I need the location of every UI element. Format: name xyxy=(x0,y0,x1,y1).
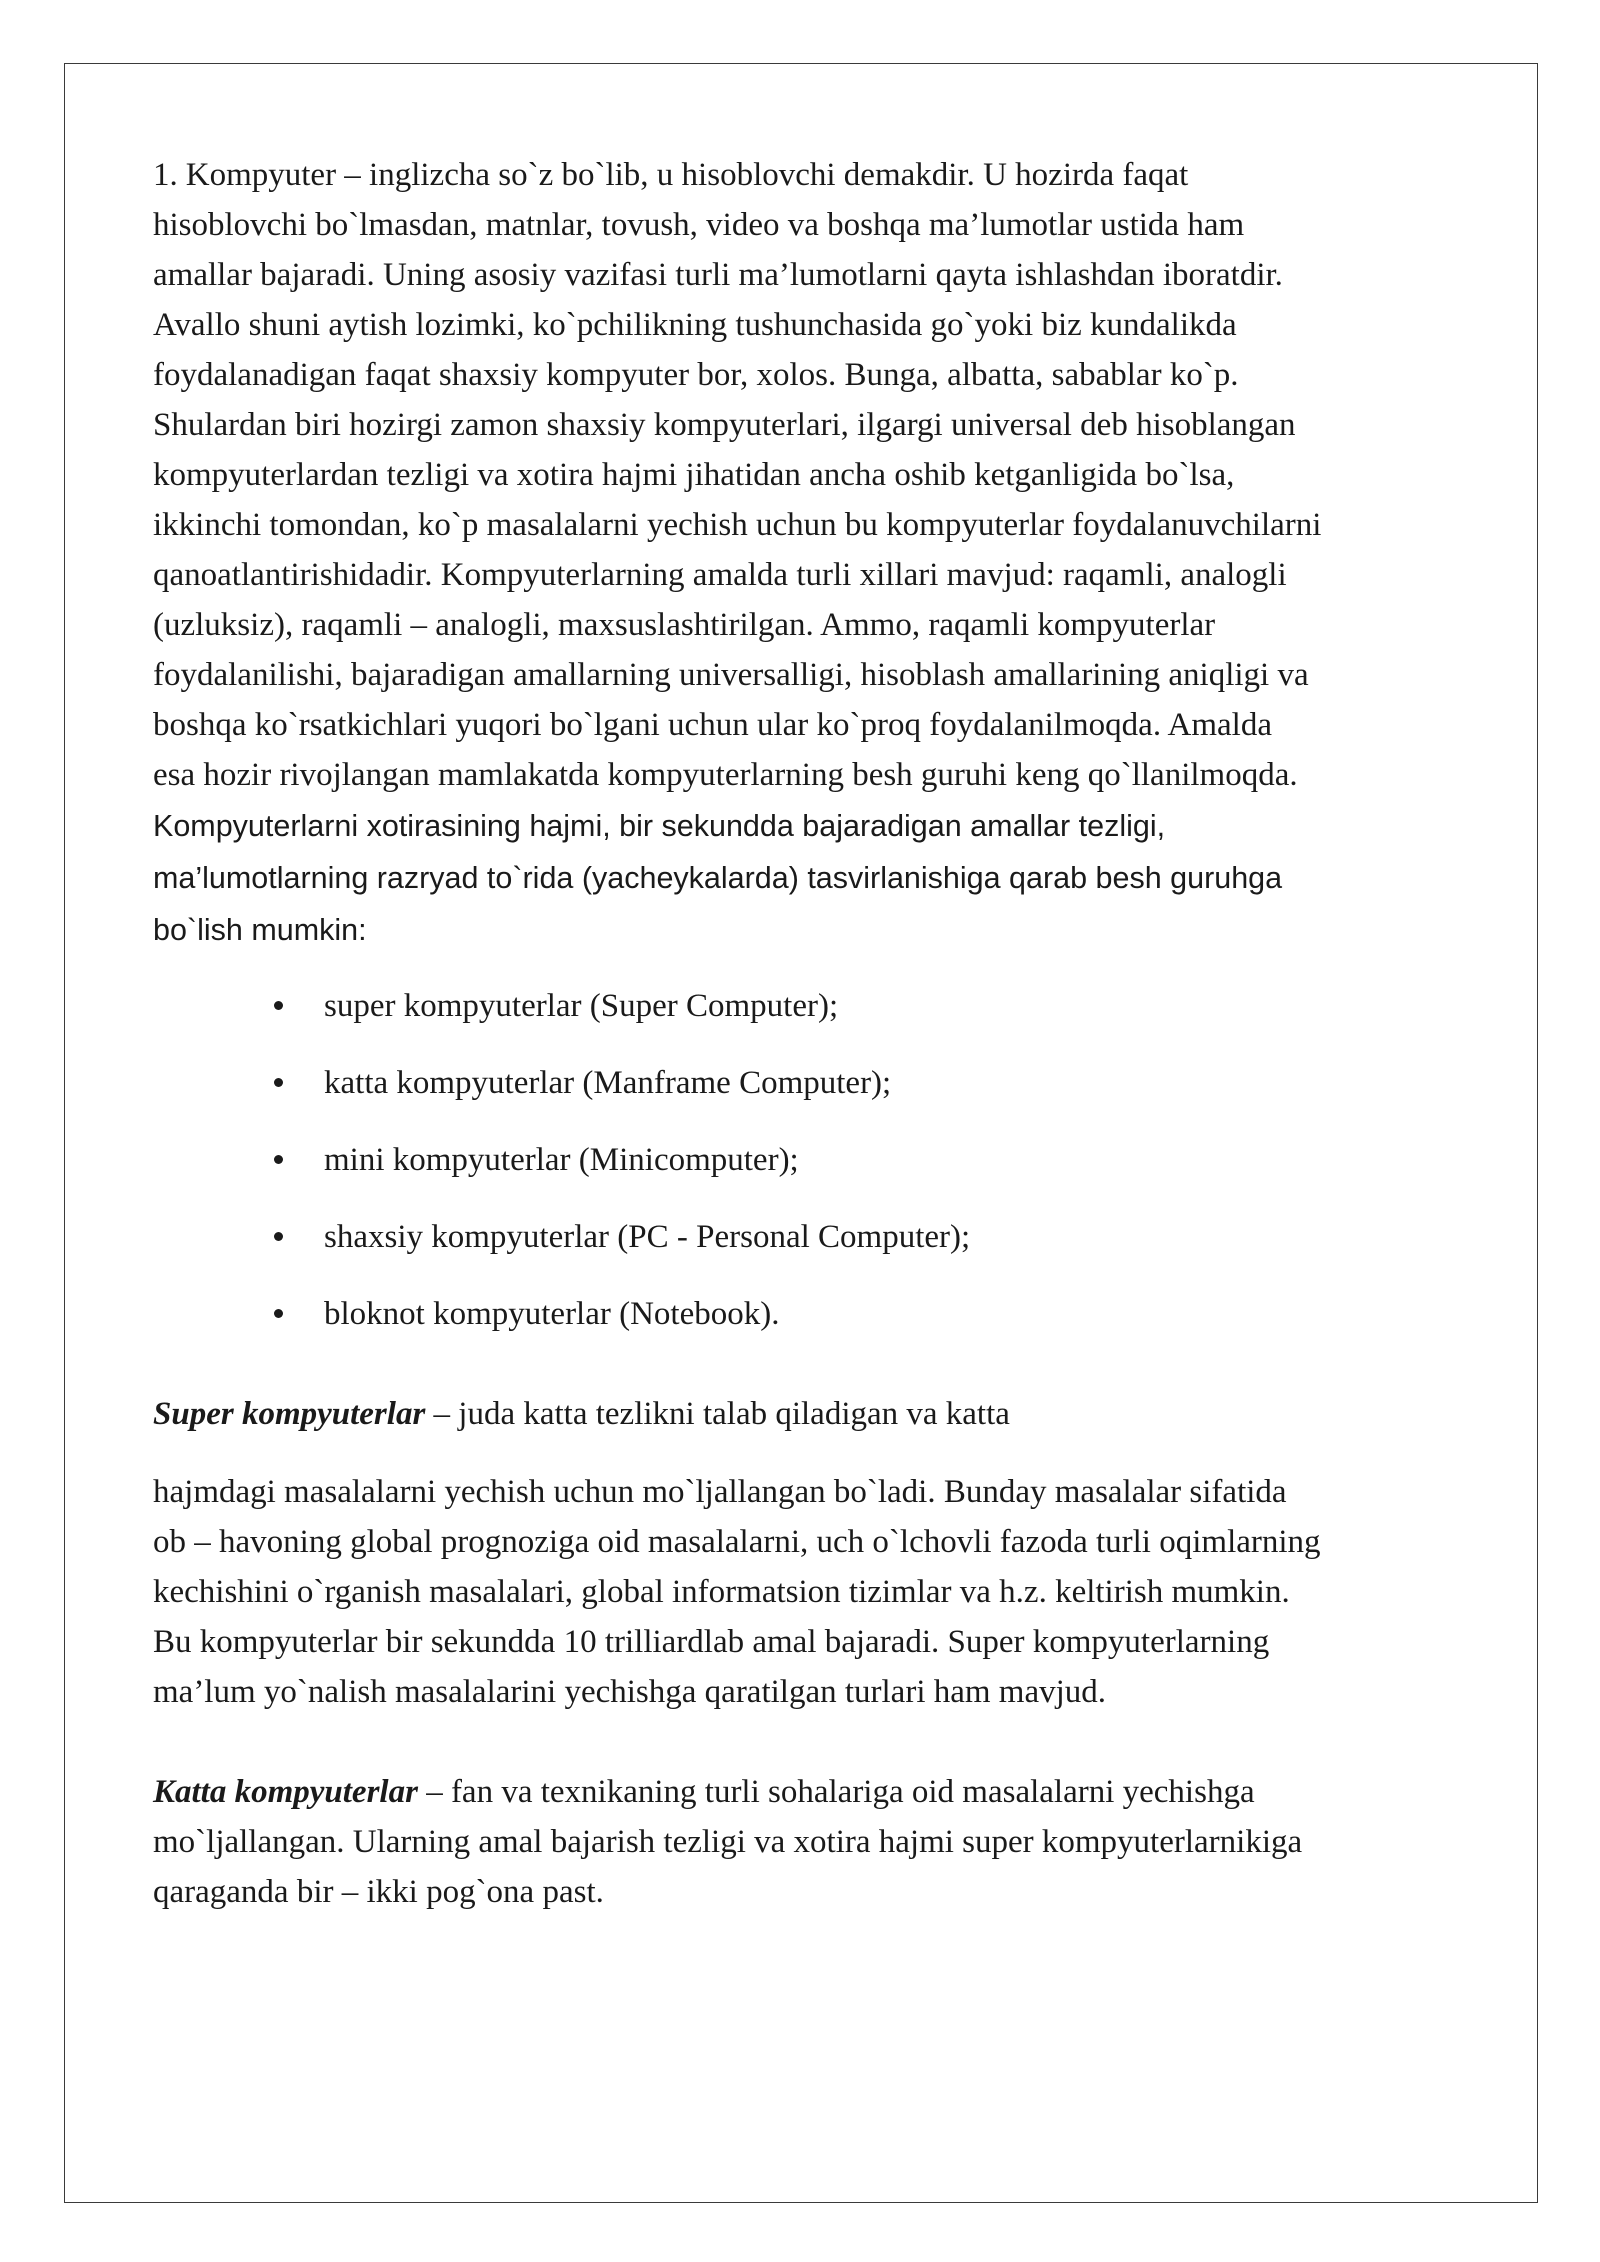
text-line: Avallo shuni aytish lozimki, ko`pchilikning tushunchasida go`yoki biz kundalikda xyxy=(153,307,1237,343)
text-line: ob – havoning global prognoziga oid masalalarni, uch o`lchovli fazoda turli oqimlarning xyxy=(153,1524,1321,1560)
text-line: (uzluksiz), raqamli – analogli, maxsuslashtirilgan. Ammo, raqamli kompyuterlar xyxy=(153,607,1216,643)
computer-categories-list xyxy=(153,981,1498,1339)
intro-paragraph xyxy=(153,150,1498,800)
super-computers-term: Super kompyuterlar xyxy=(153,1396,426,1432)
text-line: bo`lish mumkin: xyxy=(153,913,367,947)
super-computers-paragraph xyxy=(153,1467,1498,1717)
text-line: hajmdagi masalalarni yechish uchun mo`ljallangan bo`ladi. Bunday masalalar sifatida xyxy=(153,1474,1287,1510)
bullet-icon xyxy=(274,1001,283,1010)
text-line: Kompyuterlarni xotirasining hajmi, bir sekundda bajaradigan amallar tezligi, xyxy=(153,809,1166,843)
text-line: amallar bajaradi. Uning asosiy vazifasi turli ma’lumotlarni qayta ishlashdan iboratdir. xyxy=(153,257,1283,293)
bullet-icon xyxy=(274,1309,283,1318)
text-line: hisoblovchi bo`lmasdan, matnlar, tovush, video va boshqa ma’lumotlar ustida ham xyxy=(153,207,1245,243)
text-line: foydalanilishi, bajaradigan amallarning universalligi, hisoblash amallarining aniqligi va xyxy=(153,657,1309,693)
text-line: kompyuterlardan tezligi va xotira hajmi jihatidan ancha oshib ketganligida bo`lsa, xyxy=(153,457,1235,493)
mainframe-computers-paragraph xyxy=(153,1767,1498,1917)
text-span: Kompyuter – inglizcha so`z bo`lib, u hisoblovchi demakdir. U hozirda faqat xyxy=(185,157,1189,193)
text-line: Bu kompyuterlar bir sekundda 10 trilliardlab amal bajaradi. Super kompyuterlarning xyxy=(153,1624,1270,1660)
list-item xyxy=(274,981,1498,1031)
list-item-text: mini kompyuterlar (Minicomputer); xyxy=(324,1142,799,1178)
text-line: ma’lumotlarning razryad to`rida (yacheykalarda) tasvirlanishiga qarab besh guruhga xyxy=(153,861,1283,895)
bullet-icon xyxy=(274,1232,283,1241)
list-item-text: shaxsiy kompyuterlar (PC - Personal Computer); xyxy=(324,1219,971,1255)
text-line: qaraganda bir – ikki pog`ona past. xyxy=(153,1874,604,1910)
list-item-text: super kompyuterlar (Super Computer); xyxy=(324,988,839,1024)
text-line: Shulardan biri hozirgi zamon shaxsiy kompyuterlari, ilgargi universal deb hisoblangan xyxy=(153,407,1296,443)
list-item-text: katta kompyuterlar (Manframe Computer); xyxy=(324,1065,892,1101)
mainframe-computers-term: Katta kompyuterlar xyxy=(153,1774,418,1810)
text-line: mo`ljallangan. Ularning amal bajarish tezligi va xotira hajmi super kompyuterlarnikiga xyxy=(153,1824,1303,1860)
text-line: qanoatlantirishidadir. Kompyuterlarning amalda turli xillari mavjud: raqamli, analogli xyxy=(153,557,1287,593)
text-line xyxy=(153,1767,1498,1817)
text-span: – fan va texnikaning turli sohalariga oid masalalarni yechishga xyxy=(417,1774,1255,1810)
text-line xyxy=(153,150,1498,200)
bullet-icon xyxy=(274,1155,283,1164)
text-line: boshqa ko`rsatkichlari yuqori bo`lgani uchun ular ko`proq foydalanilmoqda. Amalda xyxy=(153,707,1272,743)
text-line: esa hozir rivojlangan mamlakatda kompyuterlarning besh guruhi keng qo`llanilmoqda. xyxy=(153,757,1298,793)
super-computers-heading-line xyxy=(153,1389,1498,1439)
document-content xyxy=(153,150,1498,1917)
text-line: foydalanadigan faqat shaxsiy kompyuter bor, xolos. Bunga, albatta, sabablar ko`p. xyxy=(153,357,1239,393)
text-span: – juda katta tezlikni talab qiladigan va katta xyxy=(425,1396,1010,1432)
list-item xyxy=(274,1135,1498,1185)
list-item xyxy=(274,1212,1498,1262)
classification-intro xyxy=(153,800,1498,956)
bullet-icon xyxy=(274,1078,283,1087)
list-item xyxy=(274,1289,1498,1339)
list-number: 1. xyxy=(153,157,178,193)
text-line: ikkinchi tomondan, ko`p masalalarni yechish uchun bu kompyuterlar foydalanuvchilarni xyxy=(153,507,1322,543)
text-line: ma’lum yo`nalish masalalarini yechishga qaratilgan turlari ham mavjud. xyxy=(153,1674,1107,1710)
list-item-text: bloknot kompyuterlar (Notebook). xyxy=(324,1296,780,1332)
text-line: kechishini o`rganish masalalari, global informatsion tizimlar va h.z. keltirish mumkin. xyxy=(153,1574,1290,1610)
list-item xyxy=(274,1058,1498,1108)
